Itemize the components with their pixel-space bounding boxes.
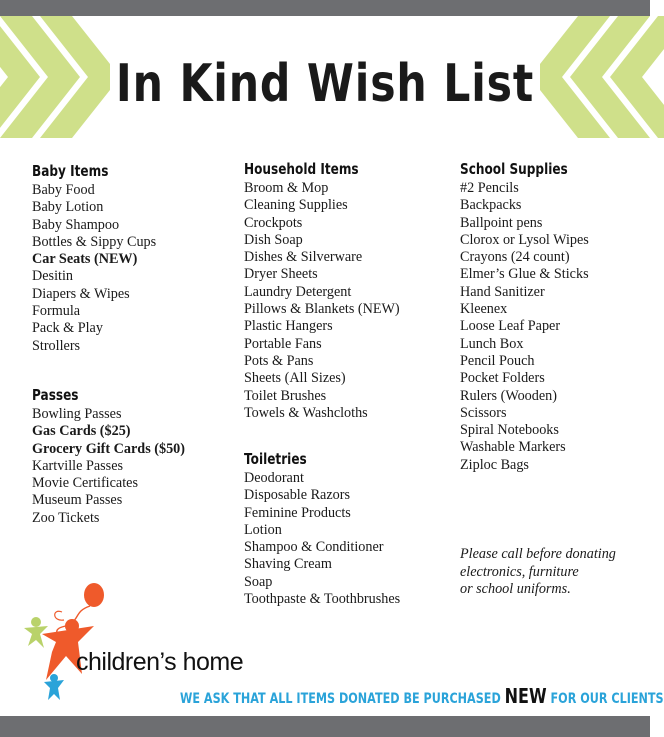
footer-emphasis: NEW [504, 684, 547, 708]
list-item: Crayons (24 count) [460, 249, 570, 266]
note-line: electronics, furniture [460, 563, 579, 580]
list-item: Formula [32, 303, 81, 320]
list-item: Backpacks [460, 197, 522, 214]
list-item: Deodorant [244, 470, 304, 486]
list-item: Dish Soap [244, 231, 303, 248]
column-passes [32, 386, 185, 527]
list-item: Diapers & Wipes [32, 285, 130, 302]
list-item: Pots & Pans [244, 352, 314, 369]
list-item: Laundry Detergent [244, 283, 352, 300]
list-item: Strollers [32, 337, 81, 354]
item-list [460, 180, 598, 474]
list-item: Plastic Hangers [244, 318, 333, 335]
list-item: Elmer’s Glue & Sticks [460, 266, 589, 283]
page-title: In Kind Wish List [115, 54, 535, 114]
list-item: Pencil Pouch [460, 352, 535, 369]
logo-wordmark: children’s home [76, 648, 244, 676]
footer-text-after: FOR OUR CLIENTS [546, 691, 664, 707]
bottom-bar [0, 716, 650, 737]
list-item: Ziploc Bags [460, 456, 529, 473]
column-baby-items [32, 162, 156, 355]
list-item: Portable Fans [244, 335, 322, 352]
list-item: Car Seats (NEW) [32, 251, 138, 268]
list-item: Feminine Products [244, 504, 351, 521]
list-item: Clorox or Lysol Wipes [460, 231, 589, 248]
list-item: Toilet Brushes [244, 387, 327, 404]
list-item: Dishes & Silverware [244, 249, 363, 266]
list-item: Baby Lotion [32, 199, 104, 216]
list-item: #2 Pencils [460, 180, 519, 196]
footer-notice [180, 684, 664, 708]
column-school-supplies [460, 160, 598, 474]
list-item: Pocket Folders [460, 370, 545, 387]
list-item: Museum Passes [32, 492, 123, 509]
footer-text-before: WE ASK THAT ALL ITEMS DONATED BE PURCHASED [180, 691, 505, 707]
section-heading: Toiletries [244, 450, 307, 468]
section-heading: Passes [32, 386, 79, 404]
list-item: Scissors [460, 404, 507, 421]
section-heading: Household Items [244, 160, 359, 178]
note-line: Please call before donating [460, 546, 616, 562]
list-item: Washable Markers [460, 439, 566, 456]
item-list [244, 470, 400, 608]
list-item: Bottles & Sippy Cups [32, 233, 157, 250]
item-list [244, 180, 400, 422]
list-item: Gas Cards ($25) [32, 423, 131, 440]
list-item: Towels & Washcloths [244, 404, 368, 421]
section-heading: School Supplies [460, 160, 568, 178]
item-list [32, 406, 185, 527]
list-item: Lunch Box [460, 335, 524, 352]
column-household-items [244, 160, 400, 422]
list-item: Lotion [244, 521, 282, 538]
list-item: Crockpots [244, 214, 303, 231]
column-toiletries [244, 450, 400, 608]
donation-note [460, 546, 645, 599]
list-item: Ballpoint pens [460, 214, 543, 231]
list-item: Baby Shampoo [32, 216, 120, 233]
list-item: Disposable Razors [244, 487, 350, 504]
list-item: Movie Certificates [32, 475, 138, 492]
section-heading: Baby Items [32, 162, 109, 180]
list-item: Shaving Cream [244, 556, 332, 573]
list-item: Rulers (Wooden) [460, 387, 557, 404]
item-list [32, 182, 156, 355]
list-item: Zoo Tickets [32, 509, 100, 526]
top-bar [0, 0, 650, 16]
list-item: Desitin [32, 268, 73, 285]
list-item: Dryer Sheets [244, 266, 318, 283]
list-item: Broom & Mop [244, 180, 329, 196]
list-item: Shampoo & Conditioner [244, 539, 384, 556]
list-item: Grocery Gift Cards ($50) [32, 440, 186, 457]
list-item: Sheets (All Sizes) [244, 370, 346, 387]
list-item: Spiral Notebooks [460, 422, 559, 439]
list-item: Toothpaste & Toothbrushes [244, 591, 401, 608]
list-item: Hand Sanitizer [460, 283, 545, 300]
list-item: Bowling Passes [32, 406, 122, 422]
list-item: Kleenex [460, 301, 508, 318]
note-line: or school uniforms. [460, 581, 571, 597]
list-item: Soap [244, 573, 273, 590]
list-item: Pillows & Blankets (NEW) [244, 301, 400, 318]
list-item: Kartville Passes [32, 457, 124, 474]
list-item: Pack & Play [32, 320, 103, 337]
list-item: Loose Leaf Paper [460, 318, 561, 335]
list-item: Baby Food [32, 182, 95, 198]
list-item: Cleaning Supplies [244, 197, 348, 214]
